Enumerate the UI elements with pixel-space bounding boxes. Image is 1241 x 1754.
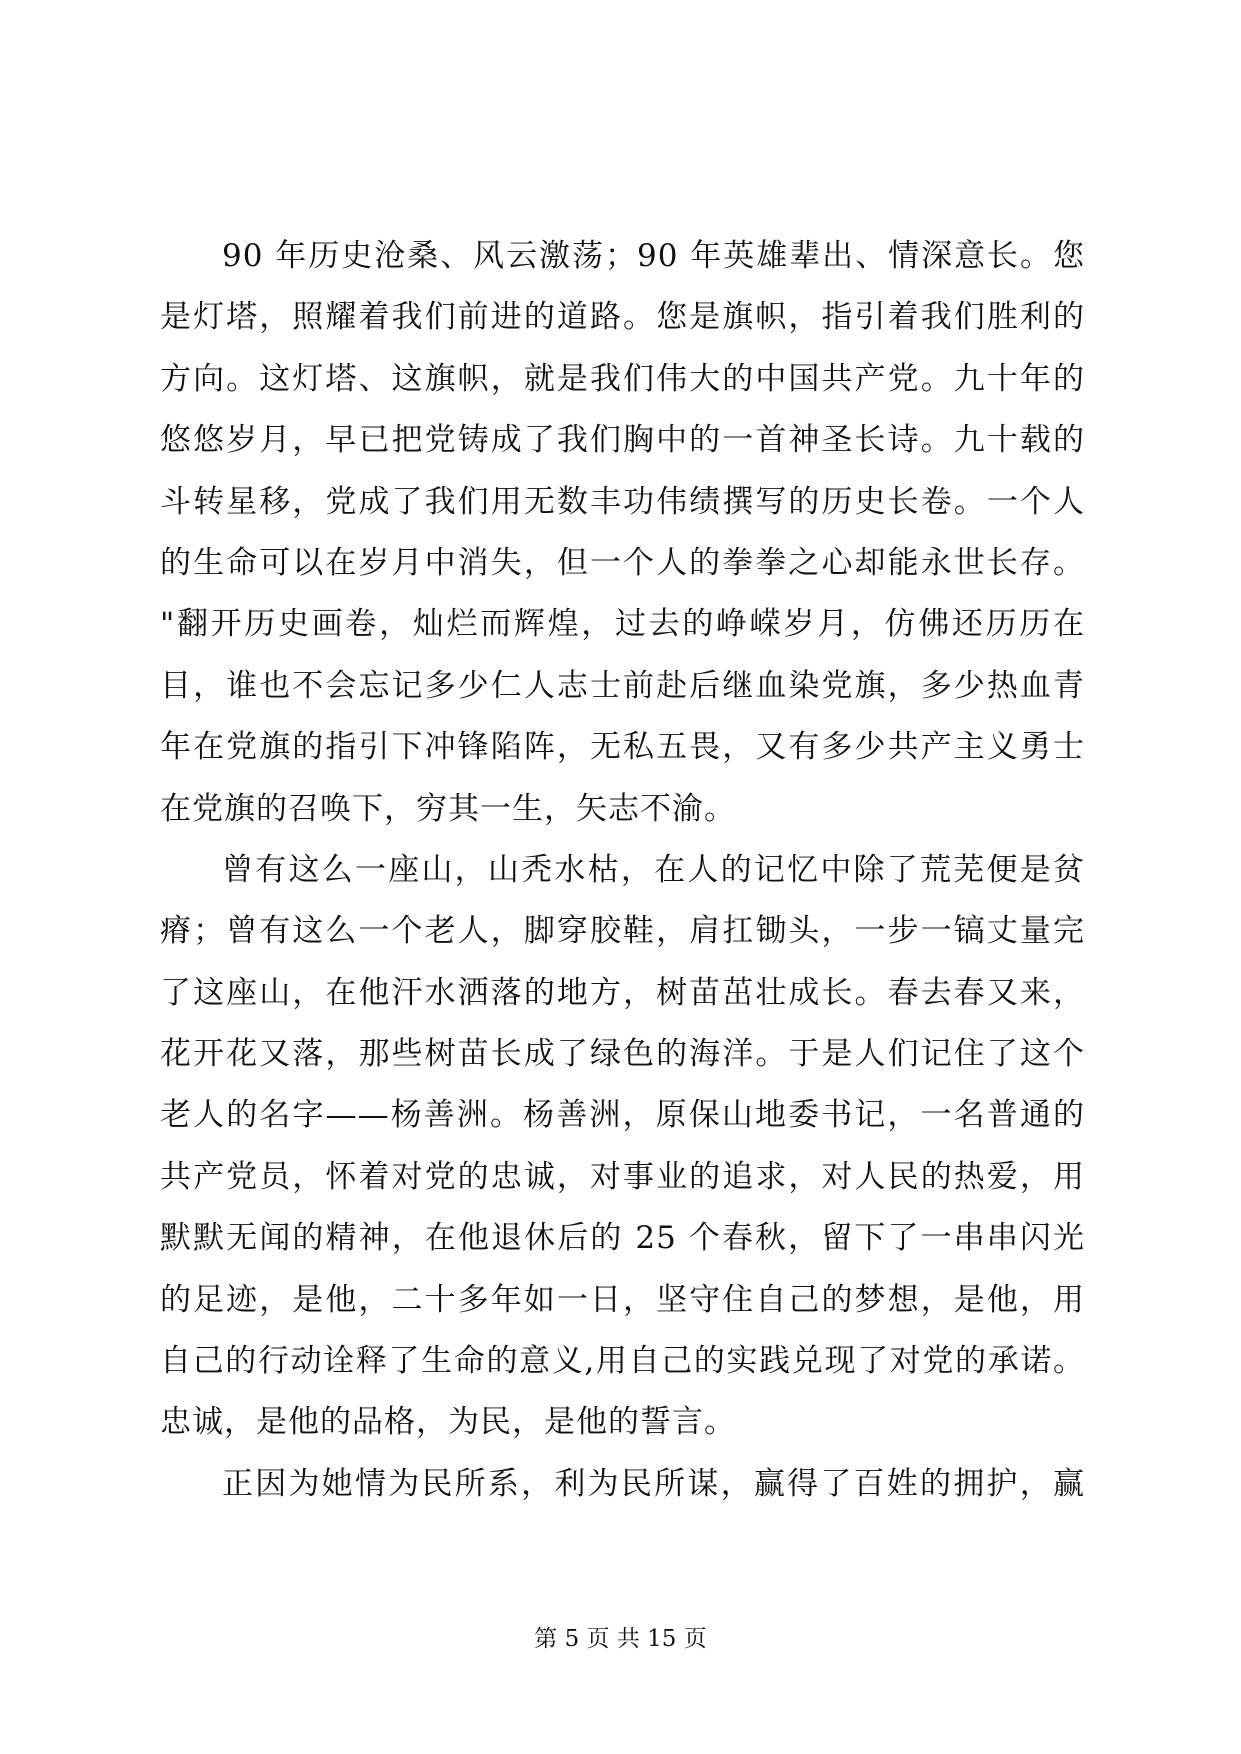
text-line: "翻开历史画卷，灿烂而辉煌，过去的峥嵘岁月，仿佛还历历在 [160,606,1085,643]
page-number-footer: 第 5 页 共 15 页 [534,1626,707,1652]
text-line: 90 年历史沧桑、风云激荡；90 年英雄辈出、情深意长。您 [222,238,1085,274]
text-line: 悠悠岁月，早已把党铸成了我们胸中的一首神圣长诗。九十载的 [160,422,1085,459]
text-line: 目，谁也不会忘记多少仁人志士前赴后继血染党旗，多少热血青 [160,667,1085,704]
text-line: 花开花又落，那些树苗长成了绿色的海洋。于是人们记住了这个 [160,1036,1085,1073]
text-line: 共产党员，怀着对党的忠诚，对事业的追求，对人民的热爱，用 [160,1158,1085,1195]
body-text [160,226,1085,1515]
text-line: 正因为她情为民所系，利为民所谋，赢得了百姓的拥护，赢 [222,1465,1085,1502]
text-line: 的足迹，是他，二十多年如一日，坚守住自己的梦想，是他，用 [160,1281,1085,1318]
text-line: 方向。这灯塔、这旗帜，就是我们伟大的中国共产党。九十年的 [160,360,1085,397]
text-line: 年在党旗的指引下冲锋陷阵，无私五畏，又有多少共产主义勇士 [160,729,1085,766]
paragraph-3 [160,1454,1085,1515]
text-line: 默默无闻的精神，在他退休后的 25 个春秋，留下了一串串闪光 [160,1220,1085,1257]
text-line: 忠诚，是他的品格，为民，是他的誓言。 [160,1404,736,1441]
text-line: 瘠；曾有这么一个老人，脚穿胶鞋，肩扛锄头，一步一镐丈量完 [160,913,1085,950]
text-line: 是灯塔，照耀着我们前进的道路。您是旗帜，指引着我们胜利的 [160,299,1085,336]
text-line: 斗转星移，党成了我们用无数丰功伟绩撰写的历史长卷。一个人 [160,483,1085,520]
text-line: 的生命可以在岁月中消失，但一个人的拳拳之心却能永世长存。 [160,544,1085,581]
text-line: 自己的行动诠释了生命的意义,用自己的实践兑现了对党的承诺。 [160,1343,1085,1380]
paragraph-1 [160,226,1085,840]
paragraph-2 [160,840,1085,1454]
text-line: 曾有这么一座山，山秃水枯，在人的记忆中除了荒芜便是贫 [222,851,1085,888]
text-line: 了这座山，在他汗水洒落的地方，树苗茁壮成长。春去春又来， [160,974,1085,1011]
text-line: 在党旗的召唤下，穷其一生，矢志不渝。 [160,790,736,827]
text-line: 老人的名字——杨善洲。杨善洲，原保山地委书记，一名普通的 [160,1097,1085,1134]
